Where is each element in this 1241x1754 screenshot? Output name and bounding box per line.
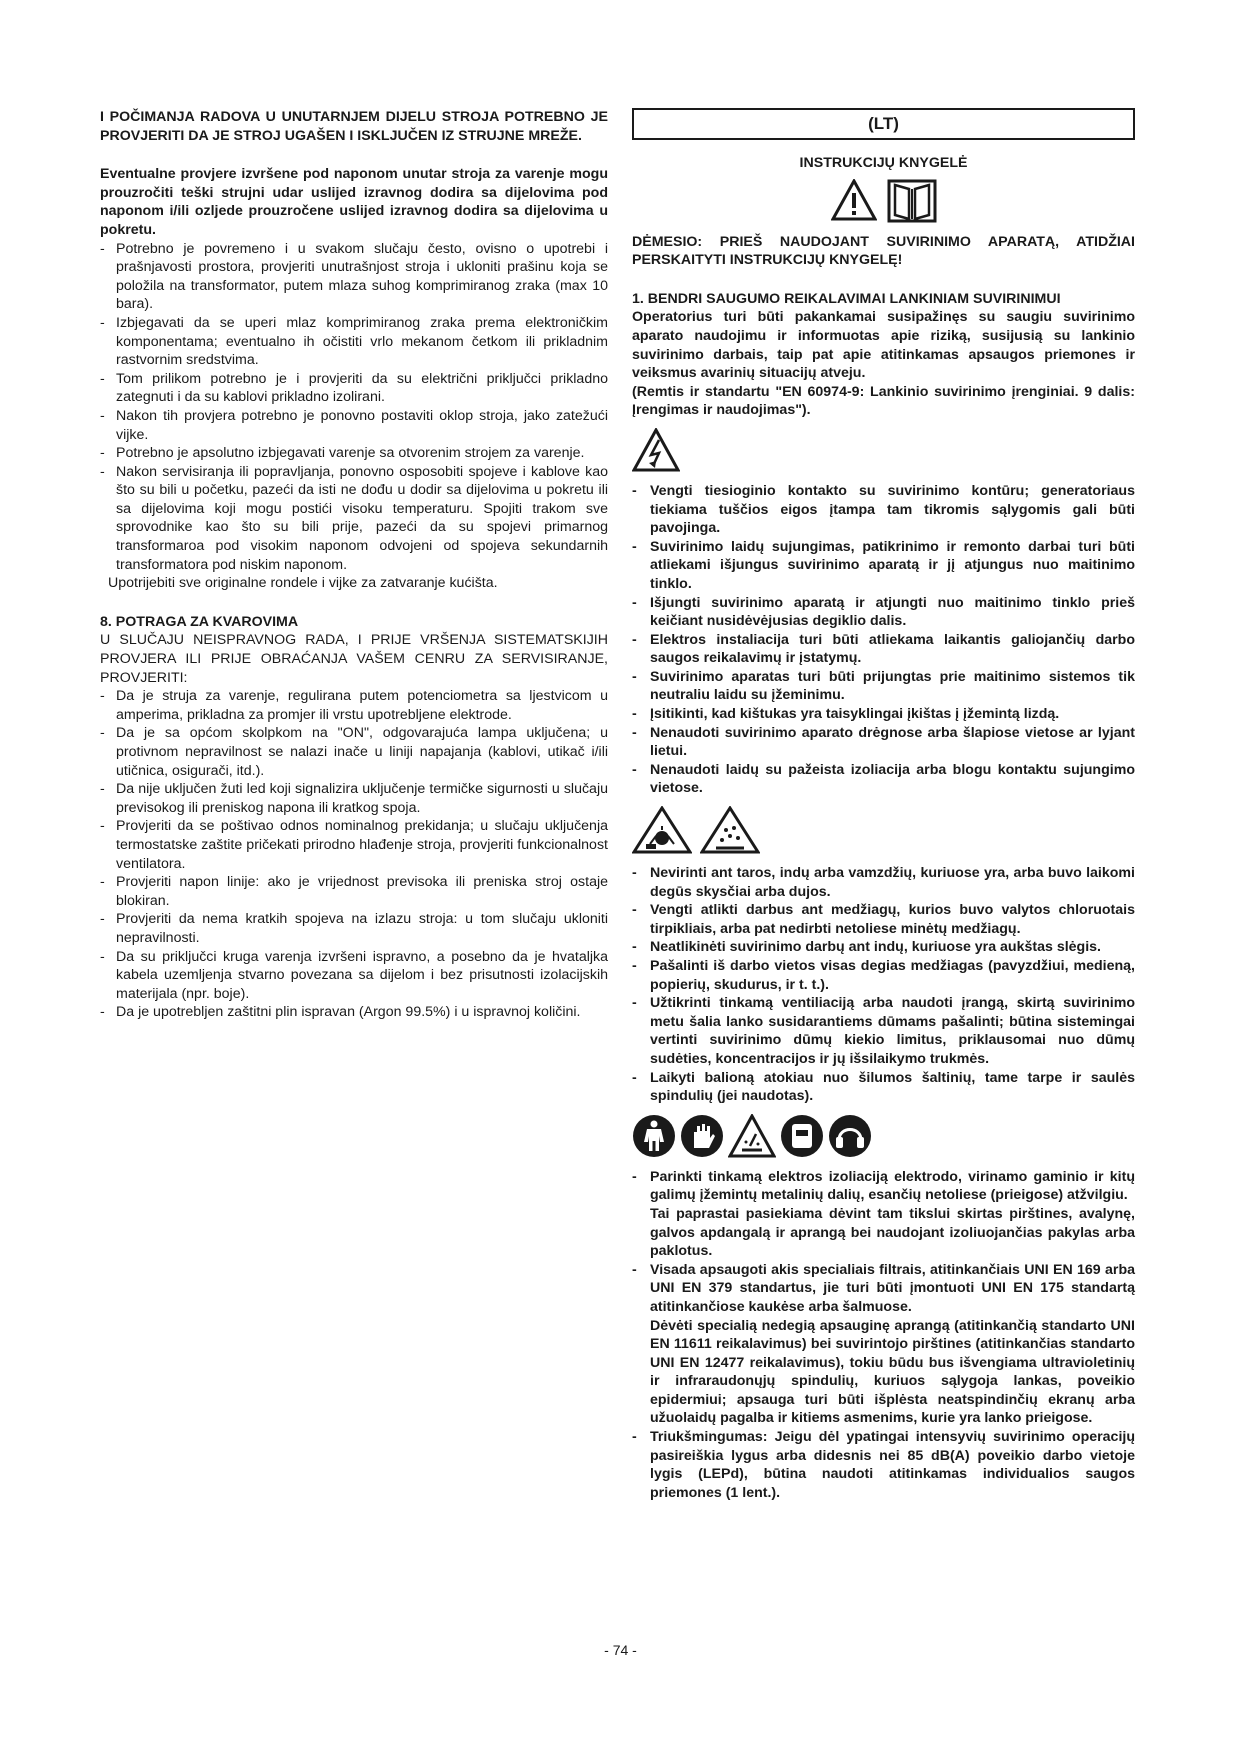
list-item: - Neatlikinėti suvirinimo darbų ant indų, kuriuose yra aukštas slėgis. bbox=[632, 939, 1101, 956]
maintenance-checks-list bbox=[100, 240, 608, 575]
list-item: - Suvirinimo aparatas turi būti prijungtas prie maitinimo sistemos tik neutraliu laidu su įžeminimu. bbox=[632, 668, 1135, 704]
list-item: - Laikyti balioną atokiau nuo šilumos šaltinių, tame tarpe ir saulės spindulių (jei naudotas). bbox=[632, 1069, 1135, 1105]
list-item: - Užtikrinti tinkamą ventiliaciją arba naudoti įrangą, skirtą suvirinimo metu šalia lanko susidarantiems dūmams pašalinti; būtina sistemingai vertinti suvirinimo dūmų kiekio limitus, priklausomai nuo dūmų sudėties, koncentracijos ir jų išsilaikymo trukmės. bbox=[632, 995, 1135, 1067]
left-column bbox=[100, 108, 608, 1022]
section1-reference: (Remtis ir standartu "EN 60974-9: Lankinio suvirinimo įrenginiai. 9 dalis: Įrengimas ir naudojimas"). bbox=[632, 383, 1135, 419]
list-item: - Da su priključci kruga varenja izvršeni ispravno, a posebno da je hvataljka kabela uzemljenja stvarno povezana sa dijelom i bez prisutnosti izolacijskih materijala (npr. boje). bbox=[100, 948, 608, 1002]
fire-safety-list bbox=[632, 864, 1135, 1106]
welding-mask-icon bbox=[780, 1114, 824, 1158]
section1-title: 1. BENDRI SAUGUMO REIKALAVIMAI LANKINIAM SUVIRINIMUI bbox=[632, 290, 1061, 307]
list-item: - Potrebno je povremeno i u svakom slučaju često, ovisno o upotrebi i prašnjavosti prostora, provjeriti unutrašnjost stroja i ukloniti prašinu koja se položila na transformator, putem mlaza suhog komprimiranog zraka (max 10 bara). bbox=[100, 240, 608, 313]
language-label: (LT) bbox=[868, 113, 899, 133]
ppe-list bbox=[632, 1168, 1135, 1205]
section8-intro: U SLUČAJU NEISPRAVNOG RADA, I PRIJE VRŠENJA SISTEMATSKIJIH PROVJERA ILI PRIJE OBRAĆANJA VAŠEM CENRU ZA SERVISIRANJE, PROVJERITI: bbox=[100, 632, 608, 686]
list-item: - Tom prilikom potrebno je i provjeriti da su električni priključci prikladno zategnuti i da su kablovi prikladno izolirani. bbox=[100, 370, 608, 406]
list-item: - Provjeriti da nema kratkih spojeva na izlazu stroja: u tom slučaju ukloniti nepravilnosti. bbox=[100, 911, 608, 946]
list-item: - Izbjegavati da se uperi mlaz komprimiranog zraka prema elektroničkim komponentama; eventualno ih očistiti vrlo mekanom četkom ili prikladnim rastvornim sredstvima. bbox=[100, 314, 608, 369]
electric-safety-list bbox=[632, 482, 1135, 798]
list-item: - Suvirinimo laidų sujungimas, patikrinimo ir remonto darbai turi būti atliekami išjungus suvirinimo aparatą ir jį atjungus nuo maitinimo tinklo. bbox=[632, 538, 1135, 592]
list-item: - Parinkti tinkamą elektros izoliaciją elektrodo, virinamo gaminio ir kitų galimų įžemintų metalinių dalių, esančių netoliese (prieigose) atžvilgiu. bbox=[632, 1168, 1135, 1204]
ppe-icons bbox=[632, 1114, 1135, 1158]
explosion-hazard-icon bbox=[632, 806, 692, 854]
ppe-list-3 bbox=[632, 1428, 1135, 1502]
manual-title: INSTRUKCIJŲ KNYGELĖ bbox=[799, 155, 968, 171]
list-item: - Potrebno je apsolutno izbjegavati varenje sa otvorenim strojem za varenje. bbox=[100, 445, 585, 462]
manual-icons bbox=[632, 179, 1135, 223]
fire-sparks-icon bbox=[700, 806, 760, 854]
ear-protection-icon bbox=[828, 1114, 872, 1158]
instruction-book-icon bbox=[887, 179, 937, 223]
list-item: - Da nije uključen žuti led koji signalizira uključenje termičke sigurnosti u slučaju previsokog ili preniskog napona ili kratkog spoja. bbox=[100, 781, 608, 816]
list-item: - Elektros instaliacija turi būti atliekama laikantis galiojančių darbo saugos reikalavimų ir įstatymų. bbox=[632, 631, 1135, 667]
list-item: - Pašalinti iš darbo vietos visas degias medžiagas (pavyzdžiui, medieną, popierių, skudurus, ir t. t.). bbox=[632, 958, 1135, 993]
list-item: - Įsitikinti, kad kištukas yra taisyklingai įkištas į įžemintą lizdą. bbox=[632, 706, 1060, 723]
welding-arc-hazard-icon bbox=[728, 1114, 776, 1158]
list-item: - Provjeriti da se poštivao odnos nominalnog prekidanja; u slučaju uključenja termostatske zaštite pričekati prirodno hlađenje stroja, provjeriti funkcionalnost ventilatora. bbox=[100, 818, 608, 872]
list-item: - Nevirinti ant taros, indų arba vamzdžių, kuriuose yra, arba buvo laikomi degūs skysčiai arba dujos. bbox=[632, 865, 1135, 900]
right-column bbox=[632, 108, 1135, 1502]
electric-hazard-icons bbox=[632, 428, 1135, 472]
list-item: - Visada apsaugoti akis specialiais filtrais, atitinkančiais UNI EN 169 arba UNI EN 379 standartus, jie turi būti įmontuoti UNI EN 175 standartą atitinkančiose kaukėse arba šalmuose. bbox=[632, 1261, 1135, 1315]
maintenance-heading: I POČIMANJA RADOVA U UNUTARNJEM DIJELU STROJA POTREBNO JE PROVJERITI DA JE STROJ UGAŠEN I ISKLJUČEN IZ STRUJNE MREŽE. bbox=[100, 109, 608, 144]
maintenance-warning: Eventualne provjere izvršene pod naponom unutar stroja za varenje mogu prouzročiti teški strujni udar uslijed izravnog dodira sa dijelovima pod naponom i/ili ozljede prouzročene uslijed izravnog dodira sa dijelovima u pokretu. bbox=[100, 166, 608, 238]
list-item: - Da je upotrebljen zaštitni plin ispravan (Argon 99.5%) i u ispravnoj količini. bbox=[100, 1004, 581, 1021]
page-number: - 74 - bbox=[604, 1642, 637, 1658]
maintenance-checks-tail: Upotrijebiti sve originalne rondele i vijke za zatvaranje kućišta. bbox=[108, 575, 498, 592]
list-item: - Vengti tiesioginio kontakto su suvirinimo kontūru; generatoriaus tiekiama tuščios eigos įtampa tam tikromis sąlygomis gali būti pavojinga. bbox=[632, 482, 1135, 537]
ppe-list-2 bbox=[632, 1261, 1135, 1317]
list-item: - Da je sa općom skolpkom na "ON", odgovarajuća lampa uključena; u protivnom nepravilnost se nalazi inače u liniji napajanja (kablovi, utikač i/ili utičnica, osigurači, itd.). bbox=[100, 725, 608, 779]
ppe-item2-note: Dėvėti specialią nedegią apsauginę aprangą (atitinkančią standarto UNI EN 11611 reikalavimus) bei suvirintojo pirštines (atitinkančias standarto UNI EN 12477 reikalavimus), tokiu būdu bus išvengiama ultravioletinių ir infraraudonųjų spindulių, kuriuos sąlygoja lankas, poveikio epidermiui; apsauga turi būti išplėsta neatspindinčių ekranų arba užuolaidų pagalba ir kitiems asmenims, kurie yra lanko prieigose. bbox=[650, 1317, 1135, 1427]
list-item: - Išjungti suvirinimo aparatą ir atjungti nuo maitinimo tinklo prieš keičiant nusidėvėjusias degiklio dalis. bbox=[632, 594, 1135, 630]
warning-triangle-icon bbox=[831, 179, 877, 221]
list-item: - Provjeriti napon linije: ako je vrijednost previsoka ili preniska stroj ostaje blokiran. bbox=[100, 874, 608, 909]
list-item: - Da je struja za varenje, regulirana putem potenciometra sa ljestvicom u amperima, prikladna za promjer ili vrstu upotrebljene elektrode. bbox=[100, 688, 608, 723]
protective-gloves-icon bbox=[680, 1114, 724, 1158]
section1-body: Operatorius turi būti pakankamai susipažinęs su saugiu suvirinimo aparato naudojimu ir informuotas apie riziką, susijusią su lankinio suvirinimo darbais, taip pat apie atitinkamas apsaugos priemones ir veiksmus avarinių situacijų atveju. bbox=[632, 309, 1135, 382]
list-item: - Triukšmingumas: Jeigu dėl ypatingai intensyvių suvirinimo operacijų pasireiškia lygus arba didesnis nei 85 dB(A) poveikio darbo vietoje lygis (LEPd), būtina naudoti atitinkamas individualios saugos priemones (1 lent.). bbox=[632, 1429, 1135, 1501]
language-box bbox=[632, 108, 1135, 140]
fire-hazard-icons bbox=[632, 806, 1135, 854]
protective-clothing-icon bbox=[632, 1114, 676, 1158]
list-item: - Nakon servisiranja ili popravljanja, ponovno osposobiti spojeve i kablove kao što su bili u početku, pazeći da isti ne dođu u dodir sa dijelovima u pokretu ili sa dijelovima koji mogu postići visoku temperaturu. Spojiti trakom sve sprovodnike kao što su bili prije, pazeći da su spojevi primarnog transformaroa pod visokim naponom odvojeni od spojeva sekundarnih transformatora pod niskim naponom. bbox=[100, 463, 608, 573]
section8-title: 8. POTRAGA ZA KVAROVIMA bbox=[100, 613, 299, 630]
list-item: - Nenaudoti suvirinimo aparato drėgnose arba šlapiose vietose ar lyjant lietui. bbox=[632, 724, 1135, 760]
section8-list bbox=[100, 687, 608, 1022]
attention-text: DĖMESIO: PRIEŠ NAUDOJANT SUVIRINIMO APARATĄ, ATIDŽIAI PERSKAITYTI INSTRUKCIJŲ KNYGELĘ! bbox=[632, 233, 1135, 269]
list-item: - Nenaudoti laidų su pažeista izoliacija arba blogu kontaktu sujungimo vietose. bbox=[632, 761, 1135, 797]
electric-shock-icon bbox=[632, 428, 680, 472]
ppe-item1-note: Tai paprastai pasiekiama dėvint tam tikslui skirtas pirštines, avalynę, galvos apdangalą ir aprangą bei naudojant izoliuojančias pakylas arba paklotus. bbox=[650, 1205, 1135, 1260]
list-item: - Vengti atlikti darbus ant medžiagų, kurios buvo valytos chloruotais tirpikliais, arba pat nedirbti netoliese minėtų medžiagų. bbox=[632, 902, 1135, 937]
list-item: - Nakon tih provjera potrebno je ponovno postaviti oklop stroja, jako zatežući vijke. bbox=[100, 407, 608, 443]
